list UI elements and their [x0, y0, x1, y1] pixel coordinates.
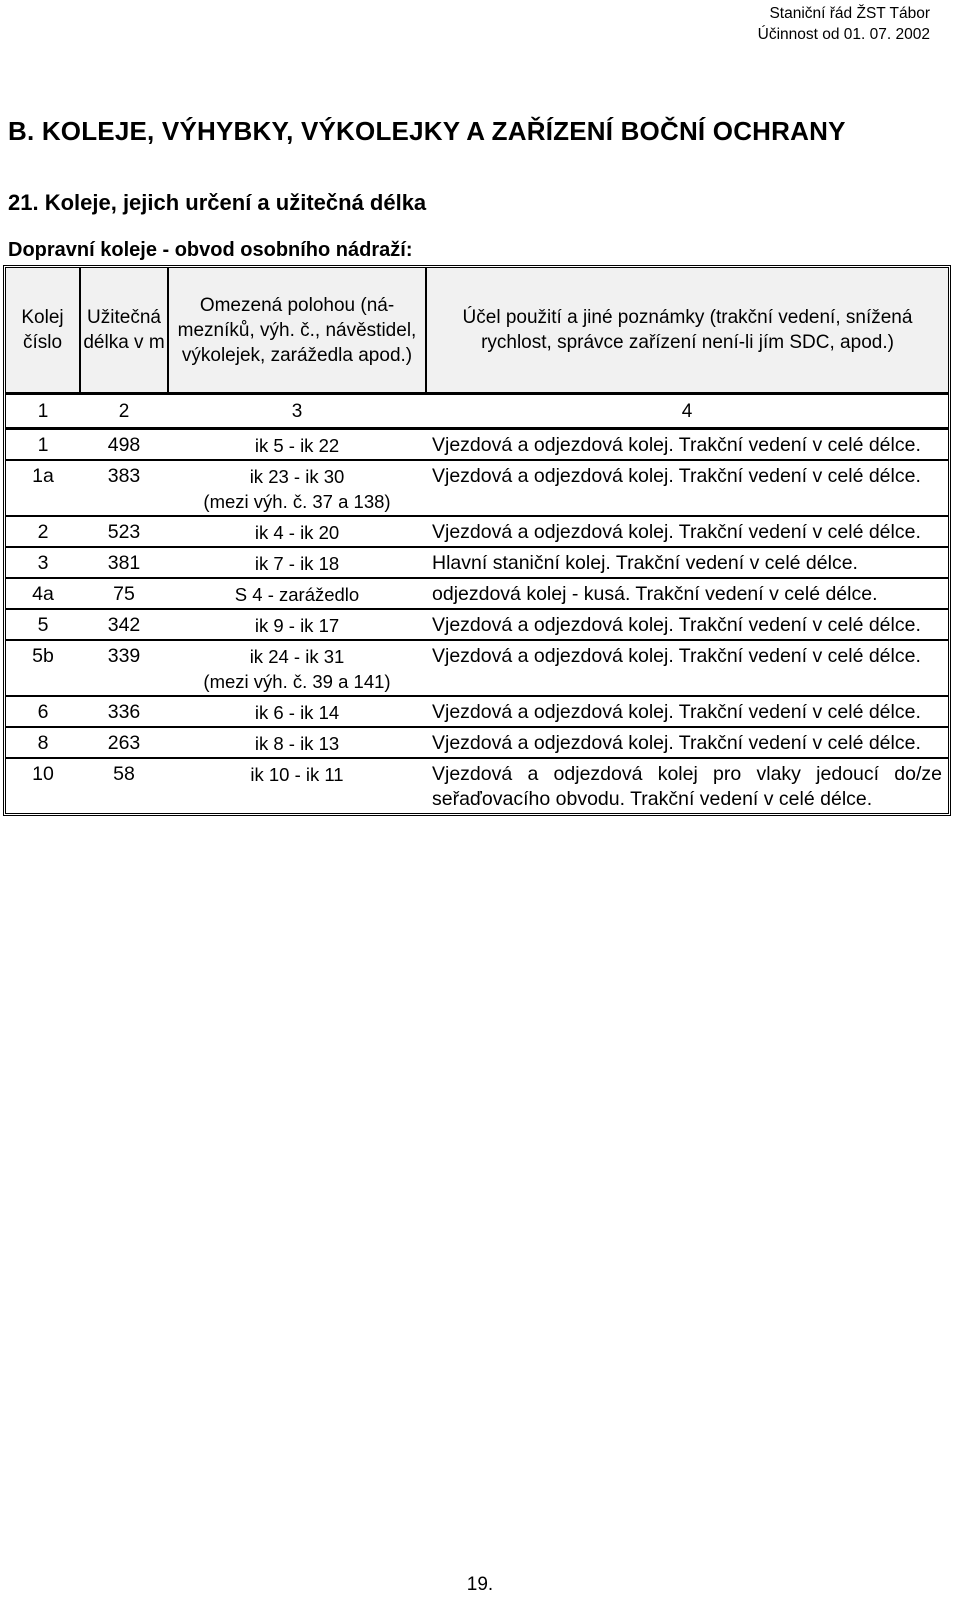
cell-useful-length: 342	[80, 609, 168, 640]
subsection-title: 21. Koleje, jejich určení a užitečná délka	[8, 190, 427, 215]
table-head	[6, 268, 948, 429]
cell-purpose: Hlavní staniční kolej. Trakční vedení v celé délce.	[426, 547, 948, 578]
section-title: B. KOLEJE, VÝHYBKY, VÝKOLEJKY A ZAŘÍZENÍ BOČNÍ OCHRANY	[8, 116, 846, 146]
tracks-table-frame	[3, 265, 951, 816]
cell-track-number: 8	[6, 727, 80, 758]
page-number: 19.	[466, 1574, 494, 1595]
cell-track-number: 3	[6, 547, 80, 578]
header-document-title: Staniční řád ŽST Tábor	[769, 5, 930, 22]
cell-track-number: 1a	[6, 460, 80, 516]
col-number: 1	[6, 394, 80, 429]
cell-limits: ik 5 - ik 22	[168, 429, 426, 461]
cell-track-number: 6	[6, 696, 80, 727]
cell-purpose: Vjezdová a odjezdová kolej. Trakční vedení v celé délce.	[426, 516, 948, 547]
col-number: 2	[80, 394, 168, 429]
col-header-useful-length: Užitečná délka v m	[80, 268, 168, 394]
col-header-purpose: Účel použití a jiné poznámky (trakční vedení, snížená rychlost, správce zařízení není-li jím SDC, apod.)	[426, 268, 948, 394]
cell-useful-length: 383	[80, 460, 168, 516]
cell-track-number: 4a	[6, 578, 80, 609]
table-row	[6, 429, 948, 461]
cell-track-number: 5	[6, 609, 80, 640]
tracks-table	[6, 268, 948, 813]
cell-purpose: Vjezdová a odjezdová kolej. Trakční vedení v celé délce.	[426, 640, 948, 696]
table-row	[6, 758, 948, 813]
cell-useful-length: 75	[80, 578, 168, 609]
col-header-limits: Omezená polohou (námezníků, výh. č., návěstidel, výkolejek, zarážedla apod.)	[168, 268, 426, 394]
column-number-row	[6, 394, 948, 429]
col-number: 4	[426, 394, 948, 429]
cell-track-number: 1	[6, 429, 80, 461]
table-title: Dopravní koleje - obvod osobního nádraží:	[8, 239, 413, 261]
cell-purpose: Vjezdová a odjezdová kolej. Trakční vedení v celé délce.	[426, 460, 948, 516]
table-row	[6, 696, 948, 727]
cell-limits: ik 7 - ik 18	[168, 547, 426, 578]
table-row	[6, 727, 948, 758]
header-row	[6, 268, 948, 394]
table-body	[6, 429, 948, 814]
page-header	[758, 3, 930, 45]
table-row	[6, 460, 948, 516]
col-number: 3	[168, 394, 426, 429]
cell-useful-length: 339	[80, 640, 168, 696]
table-row	[6, 609, 948, 640]
cell-useful-length: 263	[80, 727, 168, 758]
cell-limits: ik 6 - ik 14	[168, 696, 426, 727]
cell-limits: ik 8 - ik 13	[168, 727, 426, 758]
cell-purpose: Vjezdová a odjezdová kolej. Trakční vedení v celé délce.	[426, 429, 948, 461]
cell-track-number: 5b	[6, 640, 80, 696]
cell-useful-length: 523	[80, 516, 168, 547]
cell-useful-length: 58	[80, 758, 168, 813]
cell-purpose: Vjezdová a odjezdová kolej pro vlaky jedoucí do/ze seřaďovacího obvodu. Trakční vedení v celé délce.	[426, 758, 948, 813]
cell-track-number: 10	[6, 758, 80, 813]
cell-useful-length: 336	[80, 696, 168, 727]
cell-limits: ik 10 - ik 11	[168, 758, 426, 813]
cell-purpose: Vjezdová a odjezdová kolej. Trakční vedení v celé délce.	[426, 727, 948, 758]
cell-purpose: Vjezdová a odjezdová kolej. Trakční vedení v celé délce.	[426, 609, 948, 640]
header-effective-date: Účinnost od 01. 07. 2002	[757, 26, 930, 43]
cell-useful-length: 498	[80, 429, 168, 461]
cell-purpose: odjezdová kolej - kusá. Trakční vedení v celé délce.	[426, 578, 948, 609]
cell-limits: S 4 - zarážedlo	[168, 578, 426, 609]
table-row	[6, 640, 948, 696]
cell-limits: ik 9 - ik 17	[168, 609, 426, 640]
cell-purpose: Vjezdová a odjezdová kolej. Trakční vedení v celé délce.	[426, 696, 948, 727]
table-row	[6, 578, 948, 609]
cell-limits: ik 4 - ik 20	[168, 516, 426, 547]
cell-track-number: 2	[6, 516, 80, 547]
cell-limits: ik 23 - ik 30 (mezi výh. č. 37 a 138)	[168, 460, 426, 516]
col-header-track-number: Kolej číslo	[6, 268, 80, 394]
cell-limits: ik 24 - ik 31 (mezi výh. č. 39 a 141)	[168, 640, 426, 696]
cell-useful-length: 381	[80, 547, 168, 578]
table-row	[6, 547, 948, 578]
table-row	[6, 516, 948, 547]
